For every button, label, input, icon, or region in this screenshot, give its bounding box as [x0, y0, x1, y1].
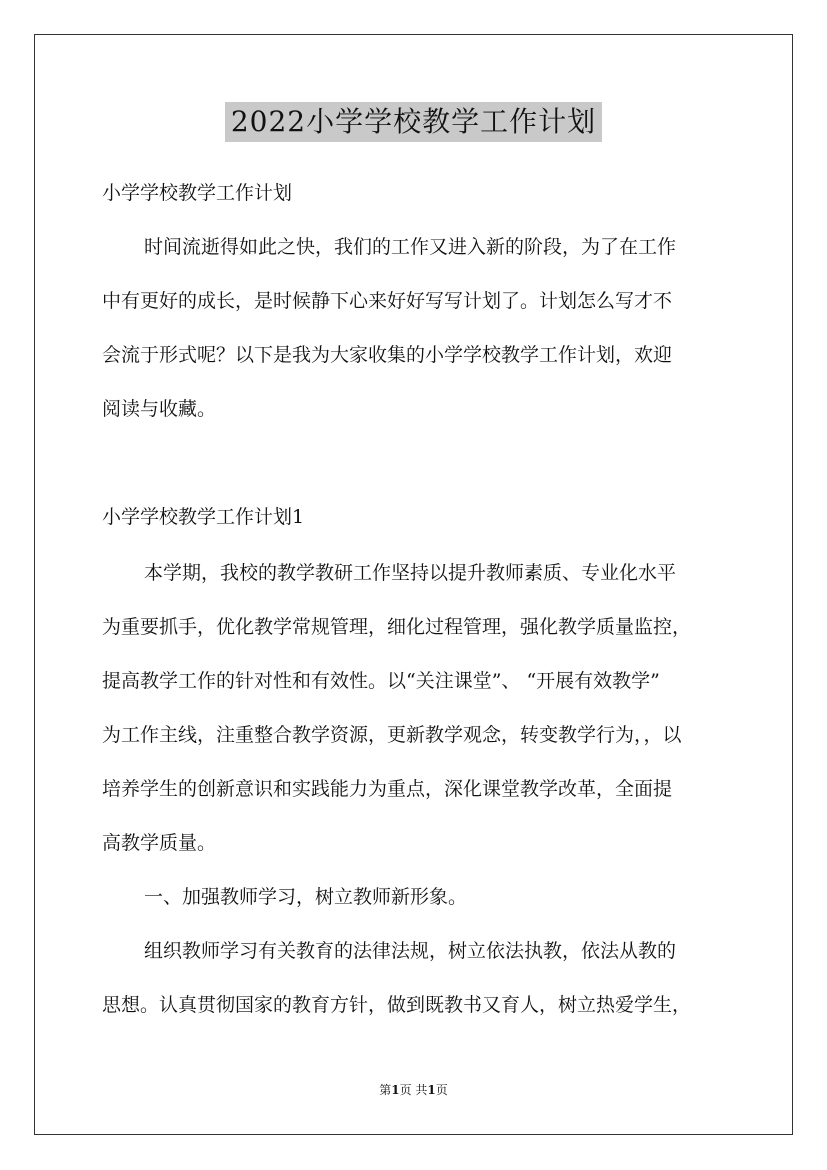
section-heading: 小学学校教学工作计划1 [102, 506, 305, 528]
paragraph-line: 提高教学工作的针对性和有效性。以“关注课堂”、 “开展有效教学” [102, 670, 660, 692]
footer-suffix: 页 [435, 1083, 448, 1097]
footer-mid: 页 共 [399, 1083, 428, 1097]
paragraph-line: 阅读与收藏。 [102, 398, 217, 420]
footer-page-number: 1 [391, 1083, 400, 1097]
paragraph-line: 组织教师学习有关教育的法律法规，树立依法执教，依法从教的 [144, 940, 677, 962]
paragraph-line: 时间流逝得如此之快，我们的工作又进入新的阶段，为了在工作 [144, 236, 677, 258]
paragraph-line: 高教学质量。 [102, 832, 217, 854]
paragraph-line: 会流于形式呢？以下是我为大家收集的小学学校教学工作计划，欢迎 [102, 344, 673, 366]
page-footer [0, 1082, 827, 1098]
paragraph-line: 培养学生的创新意识和实践能力为重点，深化课堂教学改革，全面提 [102, 778, 673, 800]
paragraph-line: 中有更好的成长，是时候静下心来好好写写计划了。计划怎么写才不 [102, 290, 673, 312]
paragraph-line: 为重要抓手，优化教学常规管理，细化过程管理，强化教学质量监控， [102, 616, 692, 638]
paragraph-line: 思想。认真贯彻国家的教育方针，做到既教书又育人，树立热爱学生， [102, 994, 692, 1016]
document-title: 2022小学学校教学工作计划 [225, 102, 602, 142]
point-heading: 一、加强教师学习，树立教师新形象。 [144, 886, 468, 908]
paragraph-line: 本学期，我校的教学教研工作坚持以提升教师素质、专业化水平 [144, 562, 677, 584]
footer-total-pages: 1 [427, 1083, 436, 1097]
footer-prefix: 第 [379, 1083, 392, 1097]
paragraph-line: 为工作主线，注重整合教学资源，更新教学观念，转变教学行为，，以 [102, 724, 682, 746]
document-subtitle: 小学学校教学工作计划 [102, 182, 293, 204]
